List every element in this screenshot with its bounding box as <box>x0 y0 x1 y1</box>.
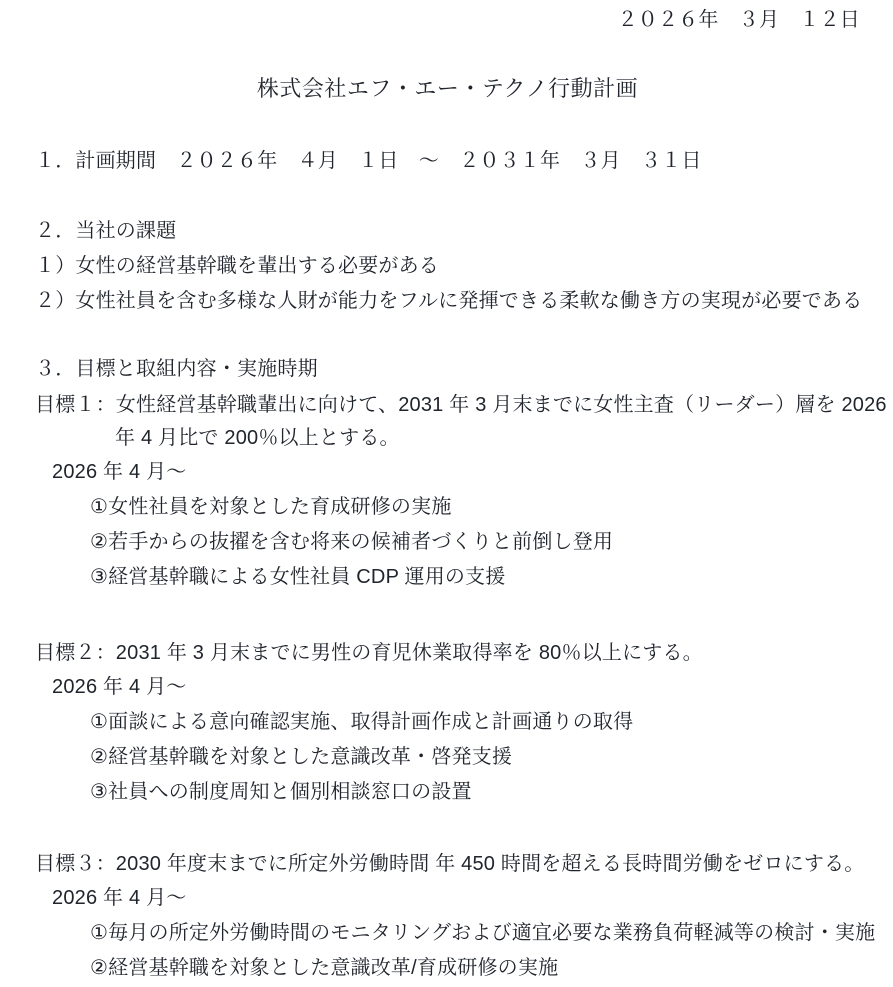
goal-1-measure-3: ③経営基幹職による女性社員 CDP 運用の支援 <box>90 566 506 588</box>
goal-1-measure-1: ①女性社員を対象とした育成研修の実施 <box>90 496 452 518</box>
section2-issue-1: １）女性の経営基幹職を輩出する必要がある <box>35 255 439 277</box>
goal-3-block <box>35 853 876 979</box>
document-date: ２０２６年 ３月 １２日 <box>617 9 860 31</box>
section3-heading: ３．目標と取組内容・実施時期 <box>35 358 318 380</box>
goal-3-measure-1: ①毎月の所定外労働時間のモニタリングおよび適宜必要な業務負荷軽減等の検討・実施 <box>90 922 876 944</box>
goal-2-title: 目標２：2031 年 3 月末までに男性の育児休業取得率を 80％以上にする。 <box>35 642 703 664</box>
section2-issue-2: ２）女性社員を含む多様な人財が能力をフルに発揮できる柔軟な働き方の実現が必要である <box>35 290 863 312</box>
goal-2-period: 2026 年 4 月～ <box>52 676 187 698</box>
section1-plan-period: １．計画期間 ２０２６年 ４月 １日 ～ ２０３１年 ３月 ３１日 <box>35 150 702 172</box>
goal-2-measure-2: ②経営基幹職を対象とした意識改革・啓発支援 <box>90 746 513 768</box>
goal-3-period: 2026 年 4 月～ <box>52 887 187 909</box>
goal-3-measure-2: ②経営基幹職を対象とした意識改革/育成研修の実施 <box>90 957 559 979</box>
goal-3-title: 目標３：2030 年度末までに所定外労働時間 年 450 時間を超える長時間労働をゼロにする。 <box>35 853 865 875</box>
goal-1-block <box>35 394 887 588</box>
section2-heading: ２．当社の課題 <box>35 220 177 242</box>
goal-1-title-line2: 年 4 月比で 200％以上とする。 <box>115 427 400 449</box>
document-title: 株式会社エフ・エー・テクノ行動計画 <box>256 76 639 101</box>
goal-2-block <box>35 642 860 803</box>
goal-1-period: 2026 年 4 月～ <box>52 461 187 483</box>
goal-1-measure-2: ②若手からの抜擢を含む将来の候補者づくりと前倒し登用 <box>90 531 614 553</box>
goal-2-measure-1: ①面談による意向確認実施、取得計画作成と計画通りの取得 <box>90 711 634 733</box>
goal-1-title-line1: 目標１：女性経営基幹職輩出に向けて、2031 年 3 月末までに女性主査（リーダー）層を 2026 <box>35 394 887 416</box>
goal-2-measure-3: ③社員への制度周知と個別相談窓口の設置 <box>90 781 472 803</box>
